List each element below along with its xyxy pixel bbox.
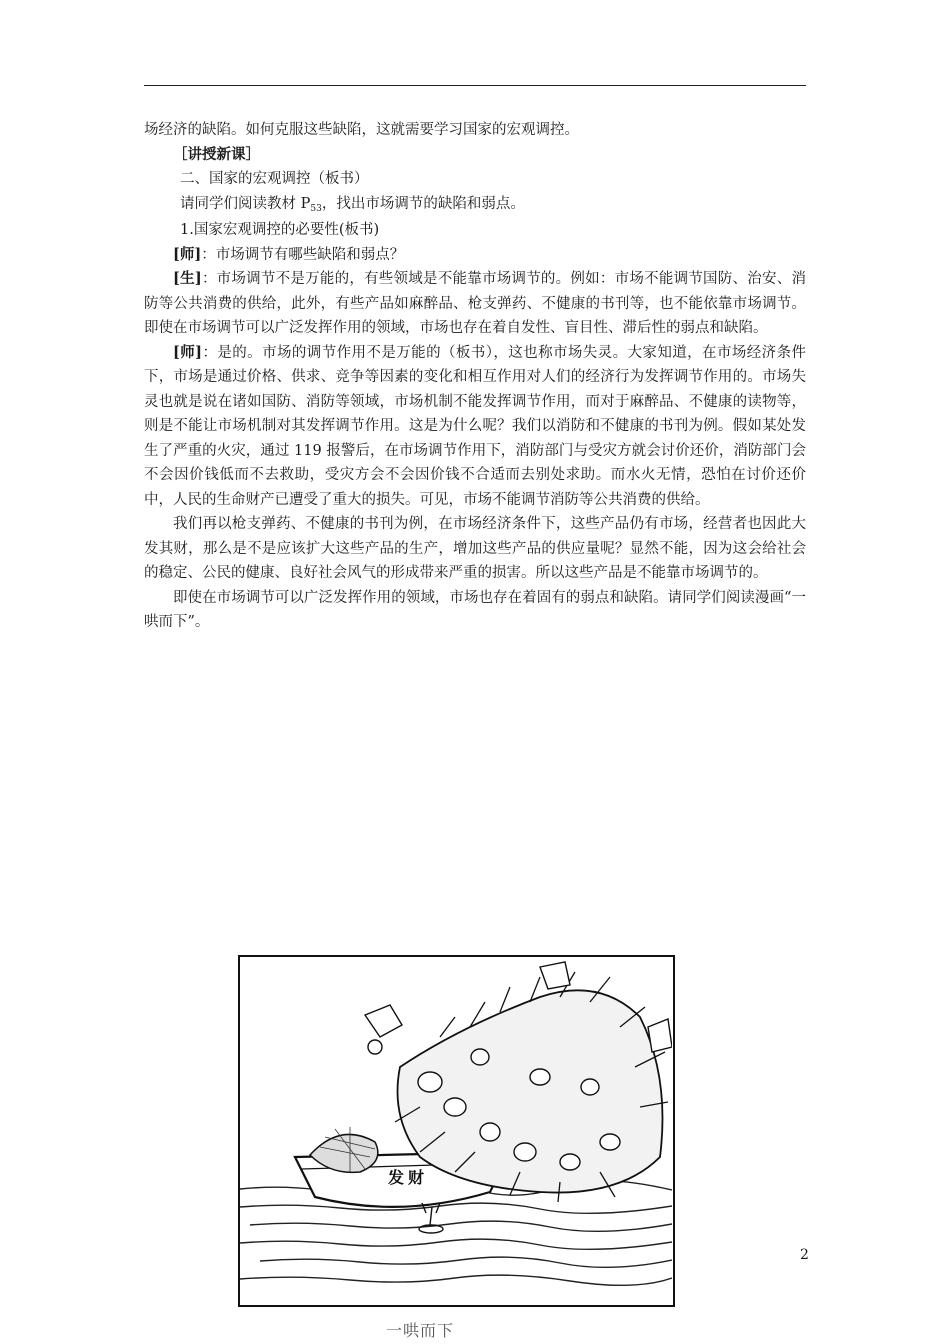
speaker-tag: [师] (173, 245, 202, 263)
page-number: 2 (800, 1247, 809, 1263)
paragraph: 场经济的缺陷。如何克服这些缺陷，这就需要学习国家的宏观调控。 (144, 122, 579, 138)
paragraph (144, 192, 806, 219)
boat-label: 发 财 (388, 1170, 425, 1187)
paragraph: 即使在市场调节可以广泛发挥作用的领域，市场也存在着固有的弱点和缺陷。请同学们阅读漫画“一哄而下”。 (144, 589, 806, 630)
teacher-line (144, 243, 806, 268)
speaker-tag: [师] (173, 343, 203, 361)
text-run: ：市场调节有哪些缺陷和弱点？ (201, 246, 405, 263)
cartoon-image (238, 955, 675, 1307)
cartoon-caption: 一哄而下 (386, 1321, 455, 1340)
header-rule (144, 85, 806, 86)
page-subscript: 53 (310, 203, 322, 214)
text-run: ：是的。市场的调节作用不是万能的（板书），这也称市场失灵。大家知道，在市场经济条件下，市场是通过价格、供求、竞争等因素的变化和相互作用对人们的经济行为发挥调节作用的。市场失灵也就是说在诸如国防、消防等领域，市场机制不能发挥调节作用，而对于麻醉品、不健康的读物等，则是不能让市场机制对其发挥调节作用。这是为什么呢？我们以消防和不健康的书刊为例。假如某处发生了严重的火灾，通过 119 报警后，在市场调节作用下，消防部门与受灾方就会讨价还价，消防部门会不会因价钱低而不去救助，受灾方会不会因价钱不合适而去别处求助。而水火无情，恐怕在讨价还价中，人民的生命财产已遭受了重大的损失。可见，市场不能调节消防等公共消费的供给。 (144, 344, 806, 508)
section-heading: ［讲授新课］ (173, 145, 260, 163)
paragraph: 我们再以枪支弹药、不健康的书刊为例，在市场经济条件下，这些产品仍有市场，经营者也因此大发其财，那么是不是应该扩大这些产品的生产，增加这些产品的供应量呢？显然不能，因为这会给社会的稳定、公民的健康、良好社会风气的形成带来严重的损害。所以这些产品是不能靠市场调节的。 (144, 516, 806, 581)
text-run: 请同学们阅读教材 P (180, 195, 311, 212)
board-title: 二、国家的宏观调控（板书） (180, 171, 369, 187)
speaker-tag: [生] (173, 270, 202, 287)
text-run: ：市场调节不是万能的，有些领域是不能靠市场调节的。例如：市场不能调节国防、治安、消防等公共消费的供给，此外，有些产品如麻醉品、枪支弹药、不健康的书刊等，也不能依靠市场调节。即使在市场调节可以广泛发挥作用的领域，市场也存在着自发性、盲目性、滞后性的弱点和缺陷。 (144, 271, 806, 336)
text-run: ，找出市场调节的缺陷和弱点。 (321, 195, 525, 212)
teacher-line (144, 341, 806, 513)
student-line (144, 267, 806, 341)
cartoon-crowd-jumping-icon (240, 957, 672, 1304)
document-body (144, 118, 806, 635)
subheading: 1.国家宏观调控的必要性(板书) (180, 222, 380, 238)
